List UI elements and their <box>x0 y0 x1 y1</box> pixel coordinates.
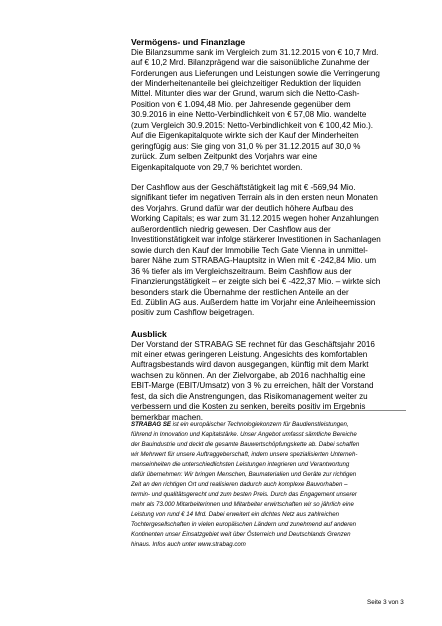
boilerplate-line: mehr als 73.000 Mitarbeiterinnen und Mitarbeiter erwirtschaften wir so jährlich eine <box>131 501 354 508</box>
paragraph-line: Mittel. Mitunter dies war der Grund, warum sich die Netto-Cash- <box>131 89 360 99</box>
paragraph-line: Position von € 1.094,48 Mio. per Jahresende gegenüber dem <box>131 99 351 109</box>
paragraph-line: wachsen zu können. An der Zielvorgabe, ab 2016 nachhaltig eine <box>131 370 366 380</box>
paragraph-line: des Vorjahrs. Grund dafür war der deutlich höhere Aufbau des <box>131 203 354 213</box>
boilerplate-line <box>131 420 431 430</box>
section-heading: Vermögens- und Finanzlage <box>131 37 246 47</box>
paragraph-line: (zum Vergleich 30.9.2015: Netto-Verbindlichkeit von € 100,42 Mio.). <box>131 120 374 130</box>
paragraph-line: geringfügig aus: Sie ging von 31,0 % per 31.12.2015 auf 30,0 % <box>131 141 361 151</box>
paragraph-line: signifikant tiefer im negativen Terrain als in den ersten neun Monaten <box>131 193 378 203</box>
paragraph-line: Die Bilanzsumme sank im Vergleich zum 31.12.2015 von € 10,7 Mrd. <box>131 47 379 57</box>
company-name: STRABAG SE <box>131 421 171 428</box>
paragraph-line: zurück. Zum selben Zeitpunkt des Vorjahrs war eine <box>131 152 318 162</box>
paragraph-line: verbessern und die Kosten zu senken, bereits positiv im Ergebnis <box>131 402 366 412</box>
boilerplate-line: Leistung von rund € 14 Mrd. Dabei erweitert ein dichtes Netz aus zahlreichen <box>131 511 339 518</box>
paragraph-line: Forderungen aus Lieferungen und Leistungen sowie die Verringerung <box>131 68 380 78</box>
paragraph-line: Auf die Eigenkapitalquote wirkte sich der Kauf der Minderheiten <box>131 131 359 141</box>
paragraph-line: fest, da sich die Anstrengungen, das Risikomanagement weiter zu <box>131 391 368 401</box>
boilerplate-line: Zeit an den richtigen Ort und realisieren dadurch auch komplexe Bauvorhaben – <box>131 481 348 488</box>
section-heading: Ausblick <box>131 328 167 339</box>
paragraph-line: EBIT-Marge (EBIT/Umsatz) von 3 % zu erreichen, hält der Vorstand <box>131 381 374 391</box>
paragraph-line: Investitionstätigkeit war infolge stärkerer Investitionen in Sachanlagen <box>131 235 381 245</box>
paragraph-line: Finanzierungstätigkeit – er zeigte sich bei € -422,37 Mio. – wirkte sich <box>131 277 381 287</box>
paragraph-line: barer Nähe zum STRABAG-Hauptsitz in Wien mit € -242,84 Mio. um <box>131 256 377 266</box>
paragraph-line: außerordentlich niedrig gewesen. Der Cashflow aus der <box>131 224 331 234</box>
paragraph-line: 36 % tiefer als im Vergleichszeitraum. Beim Cashflow aus der <box>131 266 352 276</box>
paragraph-line: mit einer etwas geringeren Leistung. Angesichts des komfortablen <box>131 349 368 359</box>
paragraph-line: Auftragsbestands wird davon ausgegangen, künftig mit dem Markt <box>131 360 369 370</box>
boilerplate-line: Tochtergesellschaften in vielen europäischen Ländern und zunehmend auf anderen <box>131 521 357 528</box>
boilerplate-line: wir Mehrwert für unsere Auftraggeberschaft, indem unsere spezialisierten Unterneh- <box>131 451 358 458</box>
paragraph-line: sowie durch den Kauf der Immobilie Tech Gate Vienna in unmittel- <box>131 245 368 255</box>
paragraph-line: 30.9.2016 in eine Netto-Verbindlichkeit von € 57,08 Mio. wandelte <box>131 110 367 120</box>
paragraph-line: Der Vorstand der STRABAG SE rechnet für das Geschäftsjahr 2016 <box>131 339 375 349</box>
paragraph-line: der Minderheitenanteile bei gleichzeitiger Reduktion der liquiden <box>131 78 361 88</box>
boilerplate-first-line-rest: ist ein europäischer Technologiekonzern für Baudienstleistungen, <box>170 421 349 428</box>
paragraph-line: Working Capitals; es war zum 31.12.2015 wegen hoher Anzahlungen <box>131 214 379 224</box>
boilerplate-line: termin- und qualitätsgerecht und zum besten Preis. Durch das Engagement unserer <box>131 491 357 498</box>
section-paragraph <box>131 183 431 319</box>
paragraph-line: bemerkbar machen. <box>131 412 203 422</box>
main-content <box>131 37 431 423</box>
boilerplate-line: dafür übernehmen: Wir bringen Menschen, Baumaterialien und Geräte zur richtigen <box>131 471 357 478</box>
company-boilerplate <box>131 420 431 550</box>
paragraph-line: positiv zum Cashflow beigetragen. <box>131 308 255 318</box>
paragraph-line: Der Cashflow aus der Geschäftstätigkeit lag mit € -569,94 Mio. <box>131 183 356 193</box>
boilerplate-line: menseinheiten die unterschiedlichsten Leistungen integrieren und Verantwortung <box>131 461 350 468</box>
section-paragraph <box>131 48 431 173</box>
boilerplate-line: führend in Innovation und Kapitalstärke. Unser Angebot umfasst sämtliche Bereiche <box>131 431 357 438</box>
paragraph-line: Ed. Züblin AG aus. Außerdem hatte im Vorjahr eine Anleiheemission <box>131 298 376 308</box>
paragraph-line: besonders stark die Übernahme der restlichen Anteile an der <box>131 287 349 297</box>
boilerplate-line: hinaus. Infos auch unter www.strabag.com <box>131 541 246 548</box>
paragraph-line: Eigenkapitalquote von 29,7 % berichtet worden. <box>131 162 303 172</box>
paragraph-line: auf € 10,2 Mrd. Bilanzprägend war die saisonübliche Zunahme der <box>131 58 370 68</box>
boilerplate-line: Kontinenten unser Einsatzgebiet weit über Österreich und Deutschlands Grenzen <box>131 531 351 538</box>
page-number: Seite 3 von 3 <box>367 599 404 606</box>
footer-divider <box>131 410 406 411</box>
boilerplate-line: der Bauindustrie und deckt die gesamte Bauwertschöpfungskette ab. Dabei schaffen <box>131 441 360 448</box>
